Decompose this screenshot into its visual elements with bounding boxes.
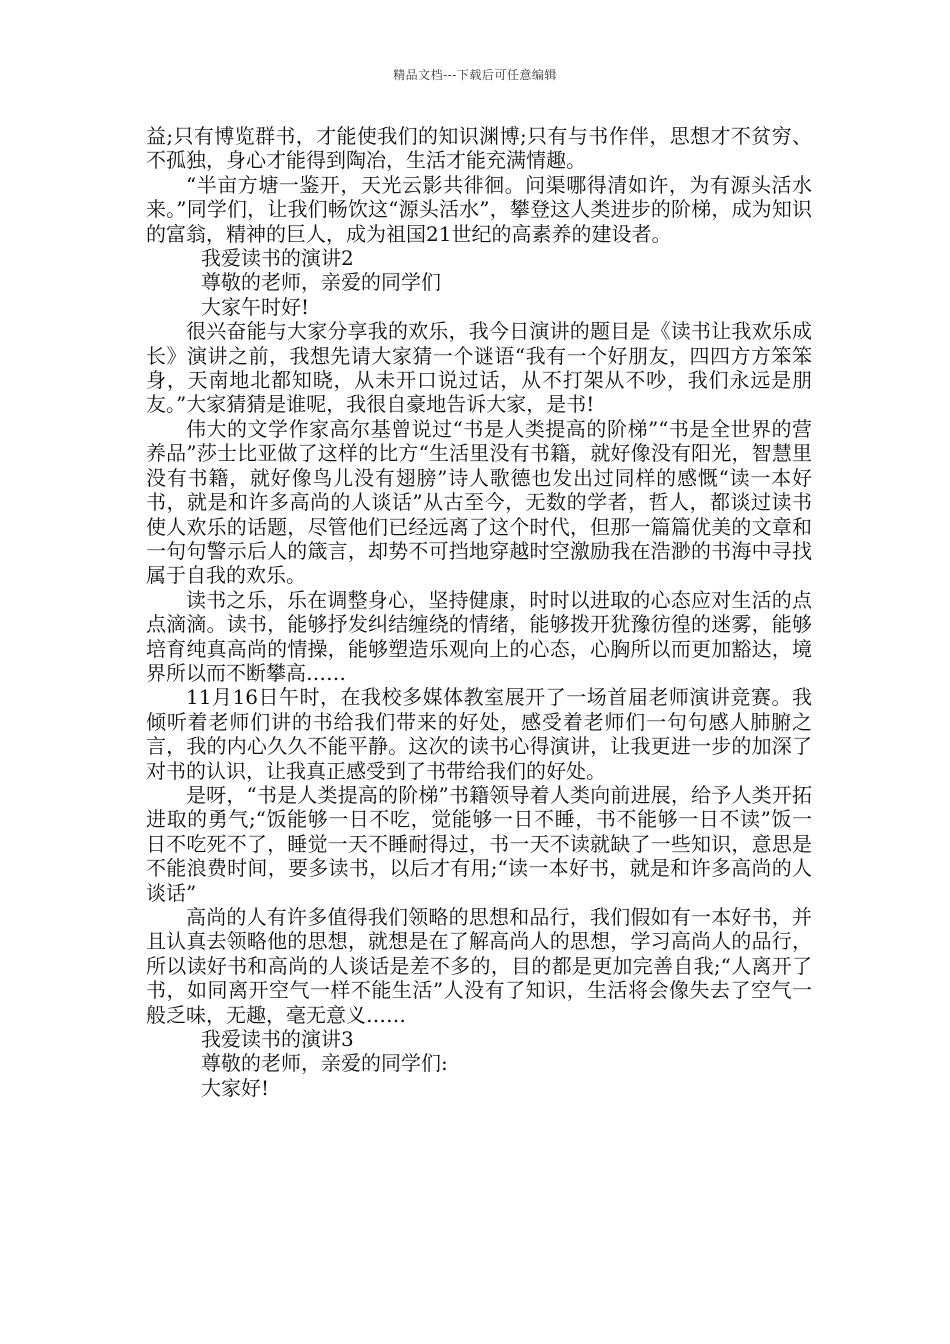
paragraph: 高尚的人有许多值得我们领略的思想和品行，我们假如有一本好书，并且认真去领略他的思想，就想是在了解高尚人的思想，学习高尚人的品行，所以读好书和高尚的人谈话是差不多的，目的都是更加完善自我;“人离开了书，如同离开空气一样不能生活”人没有了知识，生活将会像失去了空气一般乏味，无趣，毫无意义…… xyxy=(146,905,812,1027)
greeting: 大家午时好! xyxy=(201,294,310,319)
paragraph: 伟大的文学作家高尔基曾说过“书是人类提高的阶梯”“书是全世界的营养品”莎士比亚做了这样的比方“生活里没有书籍，就好像没有阳光，智慧里没有书籍，就好像鸟儿没有翅膀”诗人歌德也发出过同样的感慨“读一本好书，就是和许多高尚的人谈话”从古至今，无数的学者，哲人，都谈过读书使人欢乐的话题，尽管他们已经远离了这个时代，但那一篇篇优美的文章和一句句警示后人的箴言，却势不可挡地穿越时空激励我在浩渺的书海中寻找属于自我的欢乐。 xyxy=(146,416,812,588)
paragraph: 是呀，“书是人类提高的阶梯”书籍领导着人类向前进展，给予人类开拓进取的勇气;“饭能够一日不吃，觉能够一日不睡，书不能够一日不读”饭一日不吃死不了，睡觉一天不睡耐得过，书一天不读就缺了一些知识，意思是不能浪费时间，要多读书，以后才有用;“读一本好书，就是和许多高尚的人谈话” xyxy=(146,782,812,905)
paragraph: 很兴奋能与大家分享我的欢乐，我今日演讲的题目是《读书让我欢乐成长》演讲之前，我想先请大家猜一个谜语“我有一个好朋友，四四方方笨笨身，天南地北都知晓，从未开口说过话，从不打架从不吵，我们永远是朋友。”大家猜猜是谁呢，我很自豪地告诉大家，是书! xyxy=(146,319,812,417)
paragraph: 读书之乐，乐在调整身心，坚持健康，时时以进取的心态应对生活的点点滴滴。读书，能够抒发纠结缠绕的情绪，能够拨开犹豫彷徨的迷雾，能够培育纯真高尚的情操，能够塑造乐观向上的心态，心胸所以而更加豁达，境界所以而不断攀高…… xyxy=(146,587,812,685)
greeting: 大家好! xyxy=(201,1075,270,1100)
paragraph: 11月16日午时，在我校多媒体教室展开了一场首届老师演讲竞赛。我倾听着老师们讲的书给我们带来的好处，感受着老师们一句句感人肺腑之言，我的内心久久不能平静。这次的读书心得演讲，让我更进一步的加深了对书的认识，让我真正感受到了书带给我们的好处。 xyxy=(146,685,812,783)
salutation: 尊敬的老师，亲爱的同学们: xyxy=(201,1051,448,1076)
speech-title-2: 我爱读书的演讲2 xyxy=(201,246,354,271)
page-header: 精品文档---下载后可任意编辑 xyxy=(393,68,557,82)
salutation: 尊敬的老师，亲爱的同学们 xyxy=(201,270,441,295)
document-body xyxy=(146,124,812,1100)
paragraph-poem-quote: “半亩方塘一鉴开，天光云影共徘徊。问渠哪得清如许，为有源头活水来。”同学们，让我们畅饮这“源头活水”，攀登这人类进步的阶梯，成为知识的富翁，精神的巨人，成为祖国21世纪的高素养的建设者。 xyxy=(146,172,812,246)
speech-title-3: 我爱读书的演讲3 xyxy=(201,1027,354,1052)
paragraph-continuation: 益;只有博览群书，才能使我们的知识渊博;只有与书作伴，思想才不贫穷、不孤独，身心才能得到陶冶，生活才能充满情趣。 xyxy=(146,124,812,173)
